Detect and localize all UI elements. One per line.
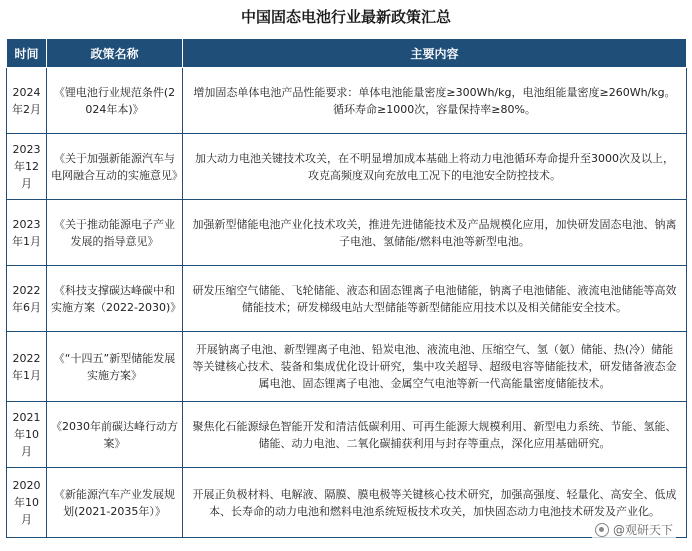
page-title: 中国固态电池行业最新政策汇总 — [240, 8, 451, 26]
watermark-text: @观研天下 — [612, 523, 673, 537]
header-policy-name: 政策名称 — [47, 39, 183, 68]
table-row — [7, 134, 687, 200]
row-content: 研发压缩空气储能、飞轮储能、液态和固态锂离子电池储能，钠离子电池储能、液流电池储能等高效储能技术；研发梯级电站大型储能等新型储能应用技术以及相关储能安全技术。 — [183, 266, 687, 332]
row-policy-name: 《新能源汽车产业发展规划(2021-2035年）》 — [47, 468, 183, 538]
row-content: 加强新型储能电池产业化技术攻关，推进先进储能技术及产品规模化应用，加快研发固态电池、钠离子电池、氢储能/燃料电池等新型电池。 — [183, 200, 687, 266]
row-date: 2022年6月 — [7, 266, 47, 332]
row-content: 聚焦化石能源绿色智能开发和清洁低碳利用、可再生能源大规模利用、新型电力系统、节能、氢能、储能、动力电池、二氧化碳捕获利用与封存等重点，深化应用基础研究。 — [183, 402, 687, 468]
watermark — [592, 520, 676, 539]
row-content: 开展正负极材料、电解液、隔膜、膜电极等关键核心技术研究，加强高强度、轻量化、高安全、低成本、长寿命的动力电池和燃料电池系统短板技术攻关，加快固态动力电池技术研发及产业化。 — [183, 468, 687, 538]
row-date: 2020年10月 — [7, 468, 47, 538]
row-content: 增加固态单体电池产品性能要求：单体电池能量密度≥300Wh/kg，电池组能量密度≥260Wh/kg。循环寿命≥1000次，容量保持率≥80%。 — [183, 68, 687, 134]
watermark-logo-icon — [595, 523, 609, 537]
header-date: 时间 — [7, 39, 47, 68]
row-date: 2024年2月 — [7, 68, 47, 134]
header-main-content: 主要内容 — [183, 39, 687, 68]
row-policy-name: 《关于推动能源电子产业发展的指导意见》 — [47, 200, 183, 266]
row-policy-name: 《关于加强新能源汽车与电网融合互动的实施意见》 — [47, 134, 183, 200]
row-content: 开展钠离子电池、新型锂离子电池、铅炭电池、液流电池、压缩空气、氢（氨）储能、热(冷）储能等关键核心技术、装备和集成优化设计研究，集中攻关超导、超级电容等储能技术，研发储备液态金属电池、固态锂离子电池、金属空气电池等新一代高能量密度储能技术。 — [183, 332, 687, 402]
table-header-row — [7, 39, 687, 68]
table-row — [7, 402, 687, 468]
table-row — [7, 468, 687, 538]
row-date: 2023年1月 — [7, 200, 47, 266]
table-row — [7, 332, 687, 402]
row-policy-name: 《锂电池行业规范条件(2024年本)》 — [47, 68, 183, 134]
row-policy-name: 《“十四五”新型储能发展实施方案》 — [47, 332, 183, 402]
row-date: 2022年1月 — [7, 332, 47, 402]
row-date: 2023年12月 — [7, 134, 47, 200]
row-policy-name: 《2030年前碳达峰行动方案》 — [47, 402, 183, 468]
table-row — [7, 200, 687, 266]
policy-table — [6, 38, 687, 538]
table-row — [7, 266, 687, 332]
row-content: 加大动力电池关键技术攻关，在不明显增加成本基础上将动力电池循环寿命提升至3000次及以上，攻克高频度双向充放电工况下的电池安全防控技术。 — [183, 134, 687, 200]
row-date: 2021年10月 — [7, 402, 47, 468]
row-policy-name: 《科技支撑碳达峰碳中和实施方案（2022-2030)》 — [47, 266, 183, 332]
table-row — [7, 68, 687, 134]
